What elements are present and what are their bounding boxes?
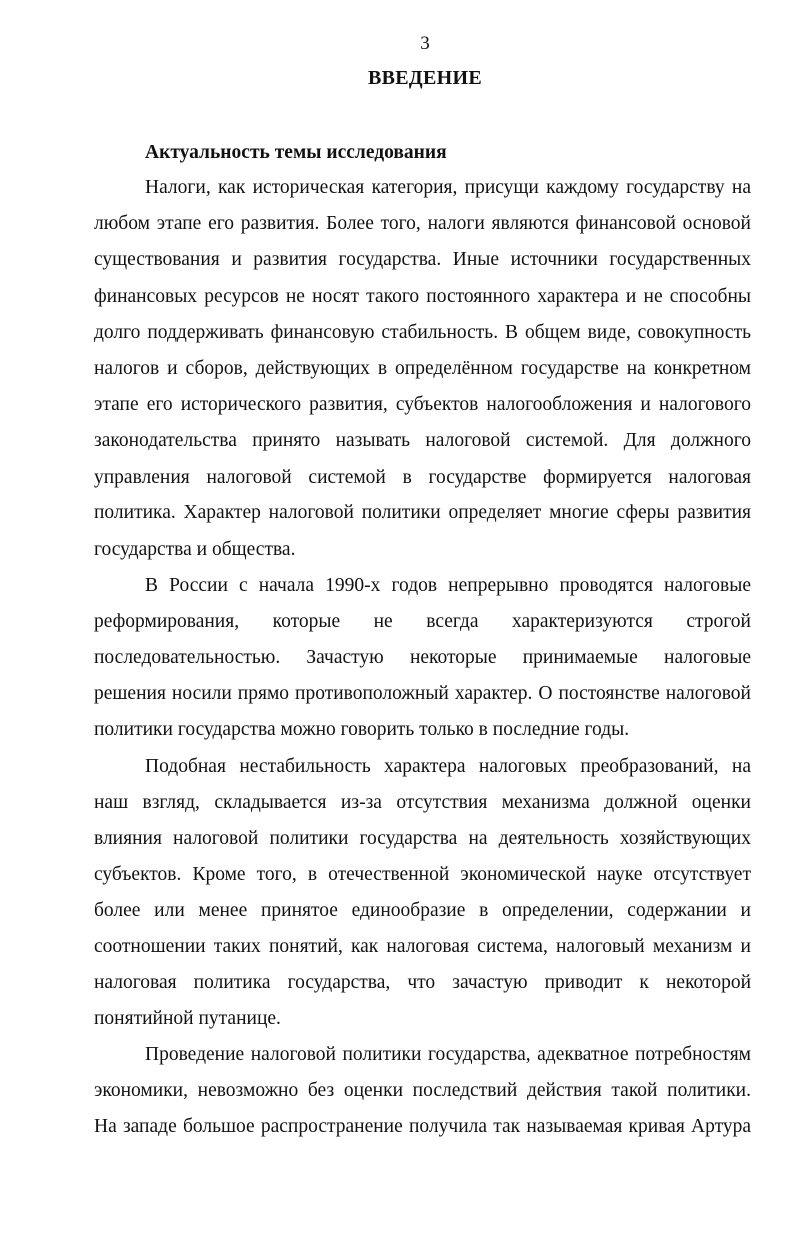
text-line: влияния налоговой политики государства на деятельность хозяйствующих xyxy=(94,828,751,849)
text-line: финансовых ресурсов не носят такого постоянного характера и не способны xyxy=(94,286,751,307)
text-line: государства и общества. xyxy=(94,539,296,560)
text-line: последовательностью. Зачастую некоторые принимаемые налоговые xyxy=(94,647,751,668)
text-line: политики государства можно говорить только в последние годы. xyxy=(94,719,630,740)
text-line: политика. Характер налоговой политики определяет многие сферы развития xyxy=(94,502,751,523)
text-line: решения носили прямо противоположный характер. О постоянстве налоговой xyxy=(94,683,751,704)
text-line: управления налоговой системой в государстве формируется налоговая xyxy=(94,467,751,488)
page-title: ВВЕДЕНИЕ xyxy=(368,67,482,89)
section-heading: Актуальность темы исследования xyxy=(145,142,447,163)
text-line: понятийной путанице. xyxy=(94,1008,281,1029)
text-line: реформирования, которые не всегда характеризуются строгой xyxy=(94,611,751,632)
text-line: налогов и сборов, действующих в определённом государстве на конкретном xyxy=(94,358,751,379)
text-line: Налоги, как историческая категория, присущи каждому государству на xyxy=(145,177,751,198)
text-line: Подобная нестабильность характера налоговых преобразований, на xyxy=(145,756,751,777)
page-number: 3 xyxy=(420,33,430,54)
text-line: этапе его исторического развития, субъектов налогообложения и налогового xyxy=(94,394,751,415)
text-line: субъектов. Кроме того, в отечественной экономической науке отсутствует xyxy=(94,864,751,885)
text-line: законодательства принято называть налоговой системой. Для должного xyxy=(94,430,751,451)
text-line: Проведение налоговой политики государства, адекватное потребностям xyxy=(145,1044,751,1065)
text-line: соотношении таких понятий, как налоговая система, налоговый механизм и xyxy=(94,936,751,957)
text-line: экономики, невозможно без оценки последствий действия такой политики. xyxy=(94,1080,751,1101)
text-line: любом этапе его развития. Более того, налоги являются финансовой основой xyxy=(94,213,751,234)
text-line: налоговая политика государства, что зачастую приводит к некоторой xyxy=(94,972,751,993)
text-line: В России с начала 1990-х годов непрерывно проводятся налоговые xyxy=(145,575,751,596)
text-line: наш взгляд, складывается из-за отсутствия механизма должной оценки xyxy=(94,792,751,813)
text-line: существования и развития государства. Иные источники государственных xyxy=(94,249,751,270)
text-line: На западе большое распространение получила так называемая кривая Артура xyxy=(94,1116,751,1137)
text-line: долго поддерживать финансовую стабильность. В общем виде, совокупность xyxy=(94,322,751,343)
text-line: более или менее принятое единообразие в определении, содержании и xyxy=(94,900,751,921)
